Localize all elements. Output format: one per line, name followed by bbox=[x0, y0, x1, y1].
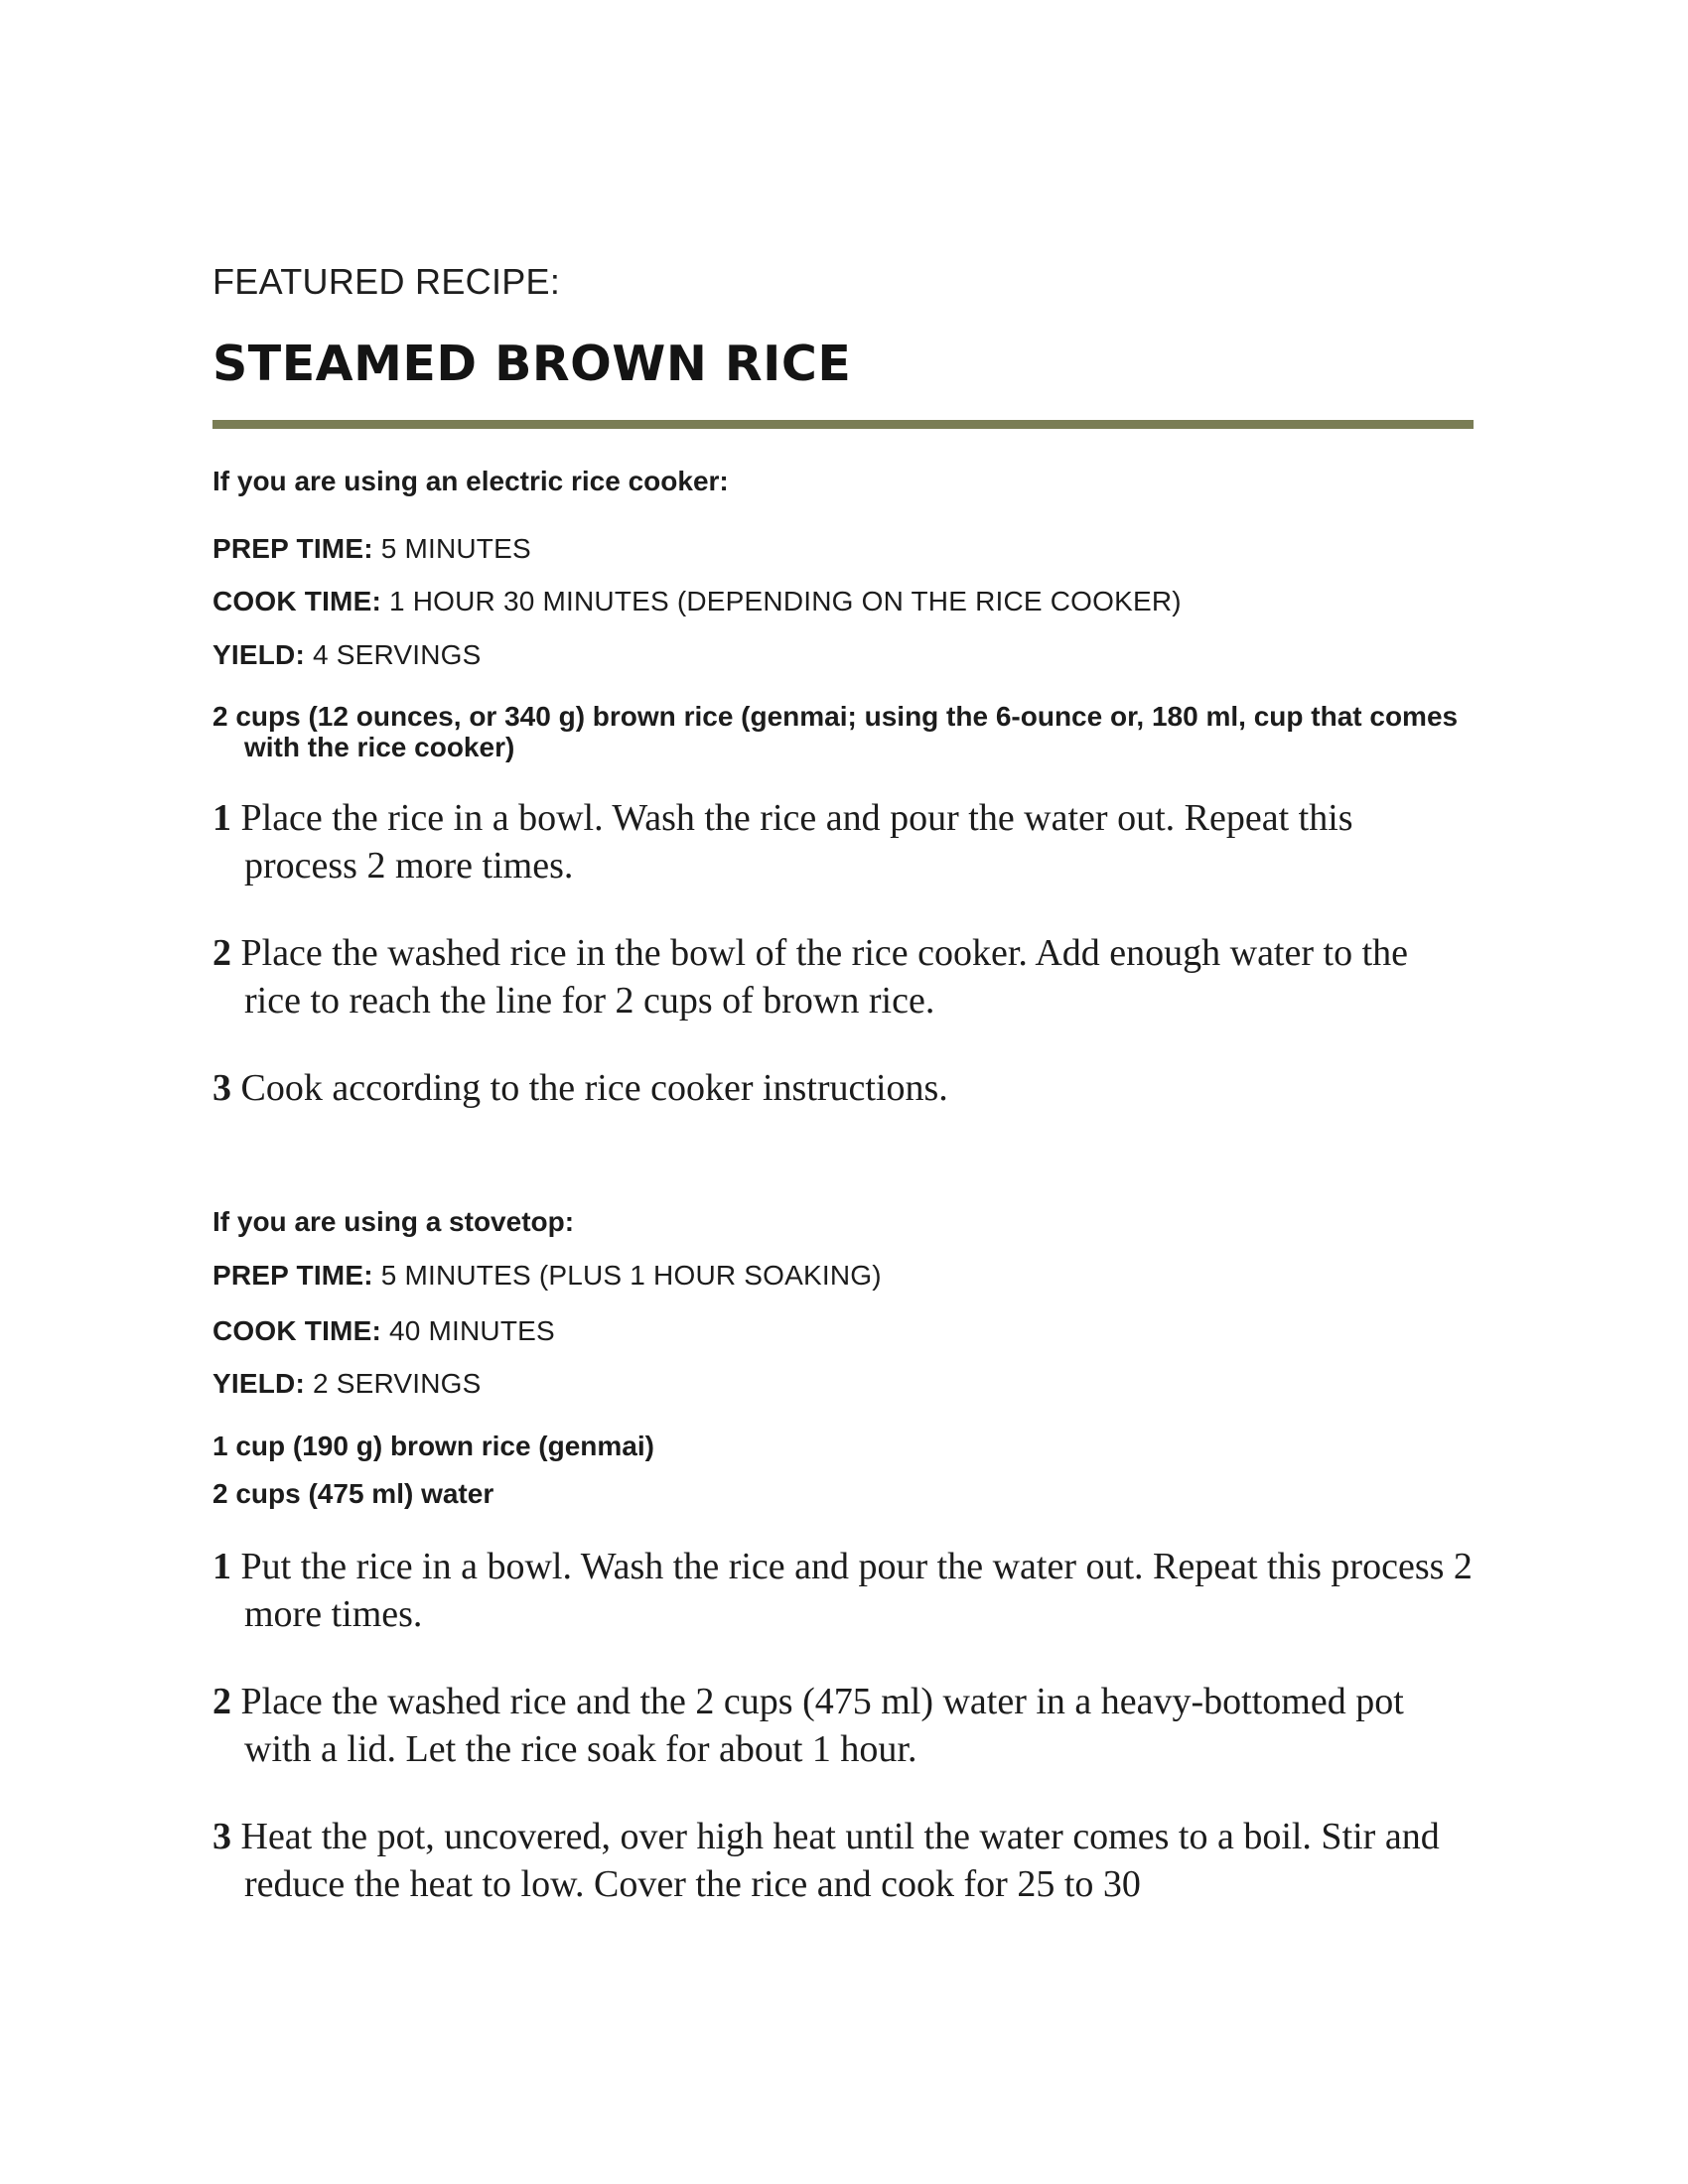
stovetop-section bbox=[212, 1205, 1474, 1907]
step-text: Heat the pot, uncovered, over high heat until the water comes to a boil. Stir and reduce the heat to low. Cover the rice and cook for 25 to 30 bbox=[231, 1815, 1440, 1905]
prep-time-value: 5 MINUTES bbox=[372, 532, 531, 564]
yield-value: 4 SERVINGS bbox=[304, 638, 482, 670]
recipe-title: STEAMED BROWN RICE bbox=[212, 336, 852, 393]
step-item bbox=[212, 929, 1474, 1024]
section-heading: If you are using an electric rice cooker: bbox=[212, 465, 729, 496]
cook-time-label: COOK TIME: bbox=[212, 586, 381, 617]
step-number: 3 bbox=[212, 1067, 231, 1110]
step-text: Place the washed rice in the bowl of the rice cooker. Add enough water to the rice to reach the line for 2 cups of brown rice. bbox=[231, 932, 1408, 1023]
step-item bbox=[212, 1543, 1474, 1638]
steps-list bbox=[212, 794, 1474, 1112]
ingredient-item: 2 cups (475 ml) water bbox=[212, 1477, 494, 1509]
yield-label: YIELD: bbox=[212, 638, 305, 670]
yield-value: 2 SERVINGS bbox=[304, 1368, 482, 1400]
step-item bbox=[212, 794, 1474, 889]
prep-time bbox=[212, 532, 1474, 566]
prep-time-label: PREP TIME: bbox=[212, 532, 373, 564]
prep-time-value: 5 MINUTES (PLUS 1 HOUR SOAKING) bbox=[372, 1259, 882, 1291]
step-number: 1 bbox=[212, 1545, 231, 1587]
cook-time-label: COOK TIME: bbox=[212, 1314, 381, 1346]
step-text: Cook according to the rice cooker instructions. bbox=[231, 1067, 948, 1110]
yield bbox=[212, 1367, 1474, 1401]
cook-time-value: 40 MINUTES bbox=[381, 1314, 555, 1346]
featured-kicker: FEATURED RECIPE: bbox=[212, 261, 561, 302]
ingredient-item: 1 cup (190 g) brown rice (genmai) bbox=[212, 1430, 654, 1461]
step-item bbox=[212, 1813, 1474, 1908]
step-item bbox=[212, 1064, 1474, 1112]
ingredient-item: 2 cups (12 ounces, or 340 g) brown rice (genmai; using the 6-ounce or, 180 ml, cup that comes with the rice cooker) bbox=[212, 701, 1459, 763]
step-number: 1 bbox=[212, 797, 231, 840]
cook-time bbox=[212, 585, 1474, 618]
prep-time bbox=[212, 1259, 1474, 1293]
steps-list bbox=[212, 1543, 1474, 1908]
rice-cooker-section bbox=[212, 465, 1474, 1112]
step-text: Place the washed rice and the 2 cups (475 ml) water in a heavy-bottomed pot with a lid. Let the rice soak for about 1 hour. bbox=[231, 1680, 1404, 1770]
cook-time bbox=[212, 1314, 1474, 1348]
step-number: 2 bbox=[212, 1680, 231, 1722]
title-divider bbox=[212, 420, 1474, 429]
yield-label: YIELD: bbox=[212, 1368, 305, 1400]
section-heading: If you are using a stovetop: bbox=[212, 1206, 575, 1238]
recipe-page bbox=[212, 260, 1474, 1908]
step-text: Place the rice in a bowl. Wash the rice and pour the water out. Repeat this process 2 more times. bbox=[231, 797, 1353, 887]
step-number: 3 bbox=[212, 1815, 231, 1857]
prep-time-label: PREP TIME: bbox=[212, 1259, 373, 1291]
step-text: Put the rice in a bowl. Wash the rice and pour the water out. Repeat this process 2 more times. bbox=[231, 1545, 1473, 1635]
yield bbox=[212, 638, 1474, 672]
step-item bbox=[212, 1678, 1474, 1773]
cook-time-value: 1 HOUR 30 MINUTES (DEPENDING ON THE RICE COOKER) bbox=[381, 586, 1182, 617]
step-number: 2 bbox=[212, 932, 231, 975]
